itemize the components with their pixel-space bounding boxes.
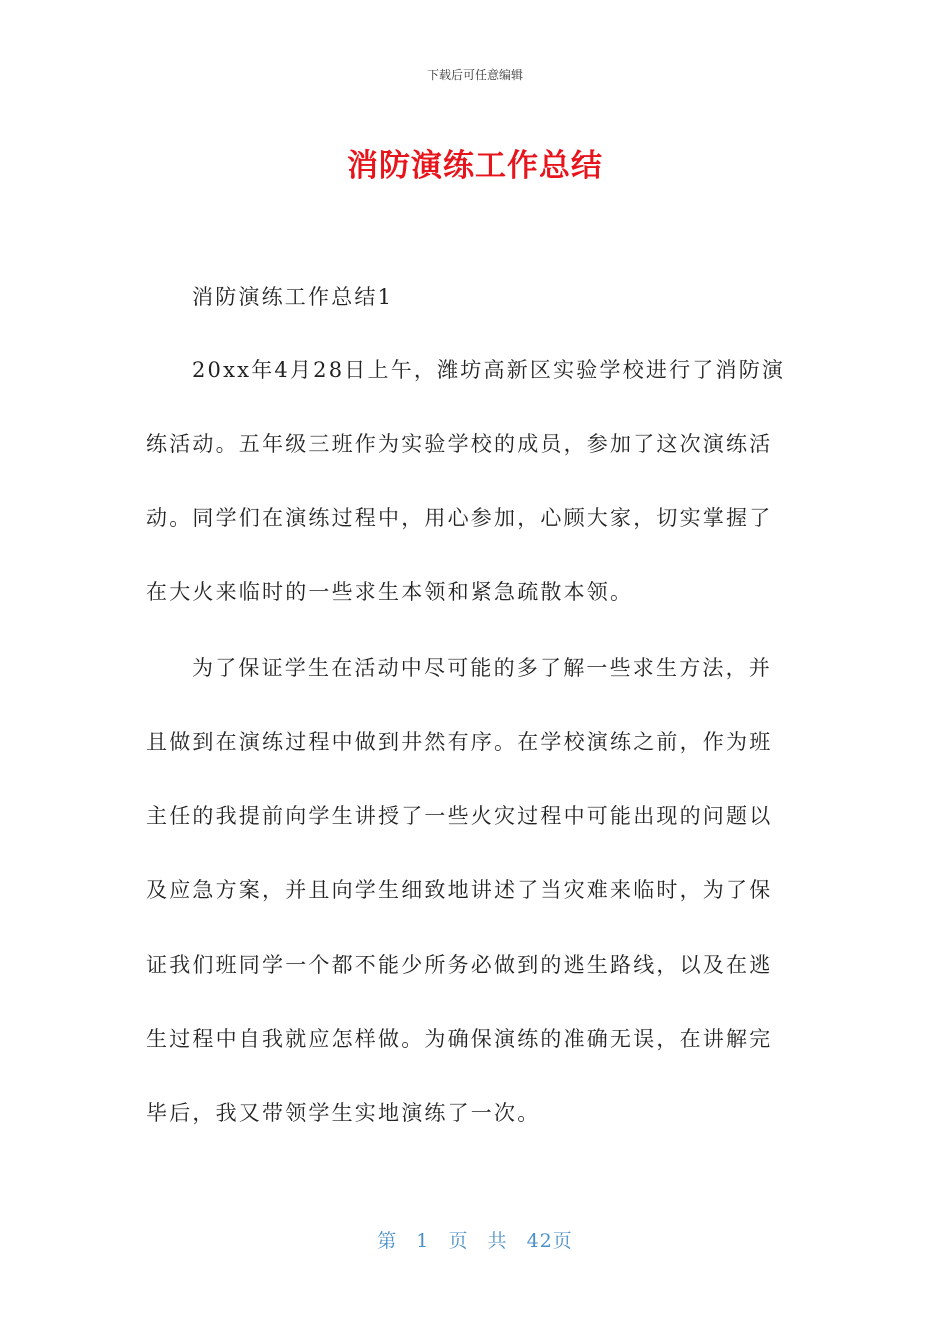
footer-label-total: 共 bbox=[487, 1230, 508, 1252]
paragraph-2-line-1: 为了保证学生在活动中尽可能的多了解一些求生方法，并 bbox=[192, 656, 772, 680]
paragraph-1-line-3: 动。同学们在演练过程中，用心参加，心顾大家，切实掌握了 bbox=[146, 506, 773, 530]
paragraph-2-line-4: 及应急方案，并且向学生细致地讲述了当灾难来临时，为了保 bbox=[146, 878, 773, 902]
footer-label-page: 第 bbox=[377, 1230, 398, 1252]
footer-label-unit: 页 bbox=[448, 1230, 469, 1252]
paragraph-2-line-7: 毕后，我又带领学生实地演练了一次。 bbox=[146, 1101, 541, 1125]
paragraph-2-line-3: 主任的我提前向学生讲授了一些火灾过程中可能出现的问题以 bbox=[146, 804, 773, 828]
paragraph-1-line-1: 20xx年4月28日上午，潍坊高新区实验学校进行了消防演 bbox=[192, 358, 786, 382]
footer-current-page: 1 bbox=[416, 1230, 430, 1252]
paragraph-2-line-6: 生过程中自我就应怎样做。为确保演练的准确无误，在讲解完 bbox=[146, 1027, 773, 1051]
footer-total-pages: 42页 bbox=[526, 1230, 573, 1252]
header-note: 下载后可任意编辑 bbox=[426, 68, 523, 82]
paragraph-1-line-2: 练活动。五年级三班作为实验学校的成员，参加了这次演练活 bbox=[146, 432, 773, 456]
paragraph-2-line-5: 证我们班同学一个都不能少所务必做到的逃生路线，以及在逃 bbox=[146, 953, 773, 977]
section-heading: 消防演练工作总结1 bbox=[192, 285, 394, 309]
paragraph-1-line-4: 在大火来临时的一些求生本领和紧急疏散本领。 bbox=[146, 580, 634, 604]
page-footer bbox=[0, 1226, 950, 1253]
document-title: 消防演练工作总结 bbox=[347, 148, 603, 184]
paragraph-2-line-2: 且做到在演练过程中做到井然有序。在学校演练之前，作为班 bbox=[146, 730, 773, 754]
